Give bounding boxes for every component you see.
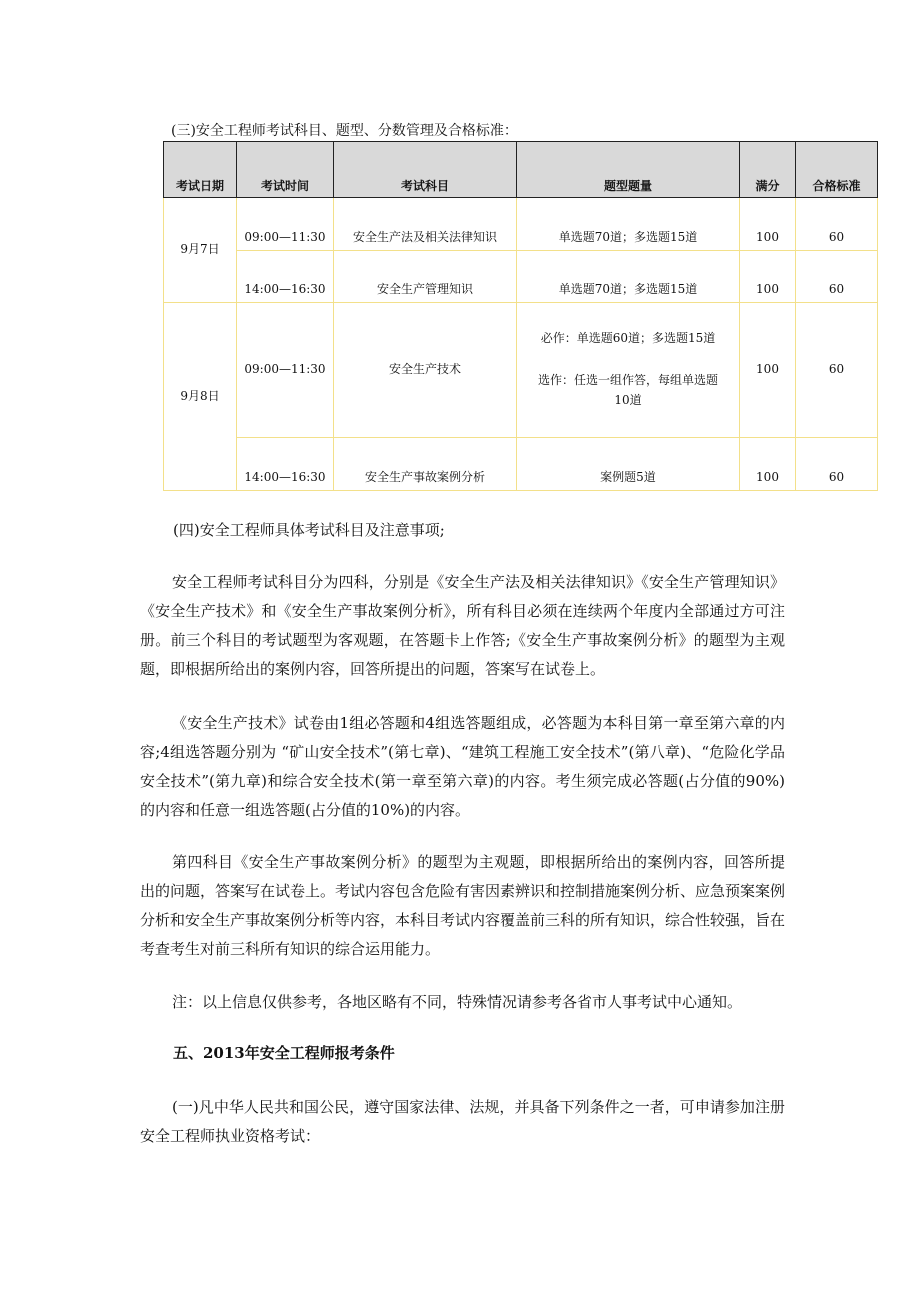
full-score-cell: 100	[740, 303, 796, 438]
pass-cell: 60	[796, 438, 878, 491]
time-cell: 09:00—11:30	[237, 198, 334, 251]
paragraph-safety-technology: 《安全生产技术》试卷由1组必答题和4组选答题组成，必答题为本科目第一章至第六章的内容;4组选答题分别为 “矿山安全技术”(第七章)、“建筑工程施工安全技术”(第八章)、“危险化学品安全技术”(第九章)和综合安全技术(第一章至第六章)的内容。考生须完成必答题(占分值的90%)的内容和任意一组选答题(占分值的10%)的内容。	[140, 714, 785, 819]
questions-cell: 单选题70道；多选题15道	[517, 251, 740, 303]
section-5-title: 五、2013年安全工程师报考条件	[173, 1044, 395, 1062]
paragraph-exam-subjects: 安全工程师考试科目分为四科，分别是《安全生产法及相关法律知识》《安全生产管理知识》《安全生产技术》和《安全生产事故案例分析》，所有科目必须在连续两个年度内全部通过方可注册。前三个科目的考试题型为客观题，在答题卡上作答;《安全生产事故案例分析》的题型为主观题，即根据所给出的案例内容，回答所提出的问题，答案写在试卷上。	[140, 573, 785, 678]
full-score-cell: 100	[740, 438, 796, 491]
required-questions: 必作：单选题60道；多选题15道	[540, 331, 716, 345]
header-date: 考试日期	[164, 142, 237, 198]
questions-cell	[517, 303, 740, 438]
pass-cell: 60	[796, 303, 878, 438]
table-row	[164, 251, 878, 303]
full-score-cell: 100	[740, 198, 796, 251]
pass-cell: 60	[796, 251, 878, 303]
date-cell: 9月7日	[164, 198, 237, 303]
date-cell: 9月8日	[164, 303, 237, 491]
questions-cell: 案例题5道	[517, 438, 740, 491]
questions-cell: 单选题70道；多选题15道	[517, 198, 740, 251]
header-subject: 考试科目	[334, 142, 517, 198]
subject-cell: 安全生产管理知识	[334, 251, 517, 303]
optional-questions-line1: 选作：任选一组作答，每组单选题	[537, 373, 718, 387]
header-time: 考试时间	[237, 142, 334, 198]
optional-questions-line2: 10道	[614, 393, 642, 407]
table-row	[164, 303, 878, 438]
full-score-cell: 100	[740, 251, 796, 303]
note-text: 注：以上信息仅供参考，各地区略有不同，特殊情况请参考各省市人事考试中心通知。	[172, 993, 743, 1011]
table-row	[164, 198, 878, 251]
pass-cell: 60	[796, 198, 878, 251]
paragraph-eligibility: (一)凡中华人民共和国公民，遵守国家法律、法规，并具备下列条件之一者，可申请参加注册安全工程师执业资格考试：	[140, 1098, 785, 1145]
table-header-row	[164, 142, 878, 198]
time-cell: 14:00—16:30	[237, 251, 334, 303]
header-questions: 题型题量	[517, 142, 740, 198]
time-cell: 09:00—11:30	[237, 303, 334, 438]
section-4-title: (四)安全工程师具体考试科目及注意事项;	[173, 521, 445, 539]
subject-cell: 安全生产事故案例分析	[334, 438, 517, 491]
subject-cell: 安全生产技术	[334, 303, 517, 438]
exam-schedule-table	[163, 141, 878, 491]
time-cell: 14:00—16:30	[237, 438, 334, 491]
header-pass-standard: 合格标准	[796, 142, 878, 198]
table-row	[164, 438, 878, 491]
table-caption: (三)安全工程师考试科目、题型、分数管理及合格标准：	[171, 123, 518, 139]
header-full-score: 满分	[740, 142, 796, 198]
paragraph-case-analysis: 第四科目《安全生产事故案例分析》的题型为主观题，即根据所给出的案例内容，回答所提出的问题，答案写在试卷上。考试内容包含危险有害因素辨识和控制措施案例分析、应急预案案例分析和安全生产事故案例分析等内容，本科目考试内容覆盖前三科的所有知识，综合性较强，旨在考查考生对前三科所有知识的综合运用能力。	[140, 853, 786, 958]
subject-cell: 安全生产法及相关法律知识	[334, 198, 517, 251]
